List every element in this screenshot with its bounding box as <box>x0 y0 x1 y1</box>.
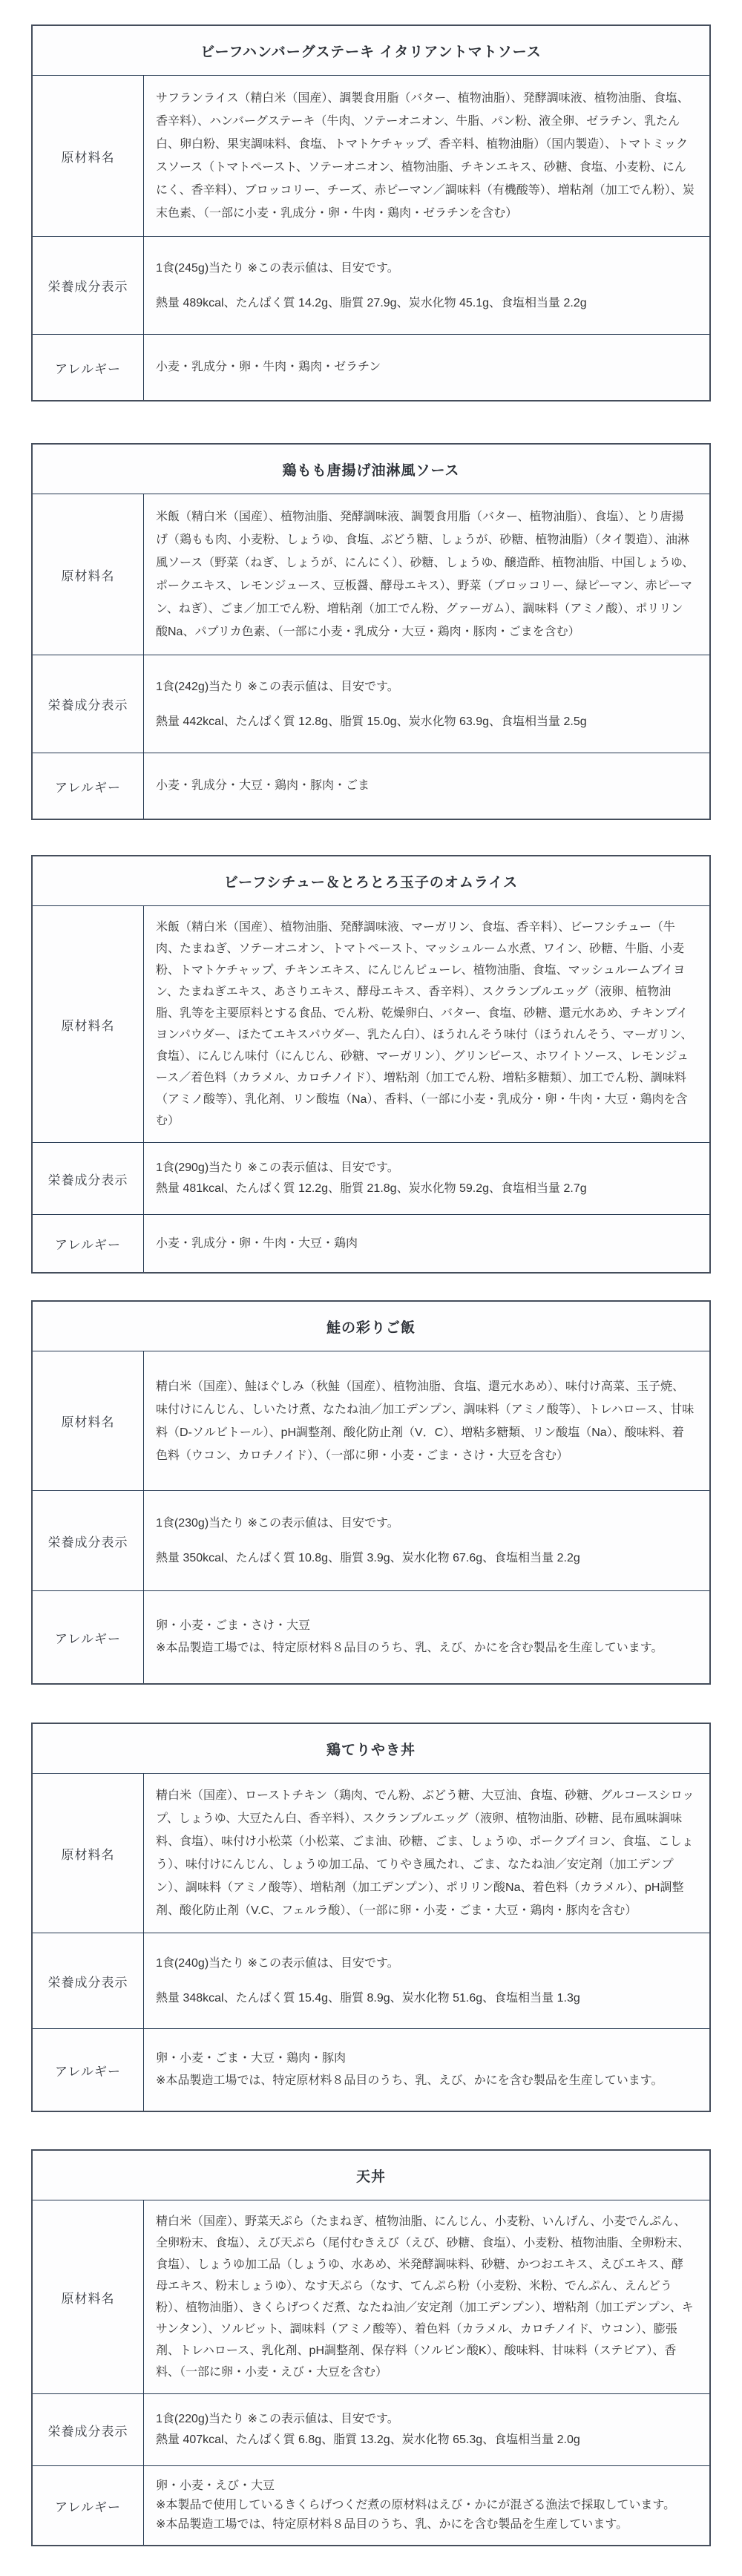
product-card-tendon <box>31 2149 711 2546</box>
nutrition-values: 熱量 348kcal、たんぱく質 15.4g、脂質 8.9g、炭水化物 51.6g、食塩相当量 1.3g <box>156 1992 580 2005</box>
allergy-label: アレルギー <box>33 2466 144 2545</box>
ingredients-text: 精白米（国産）、鮭ほぐしみ（秋鮭（国産）、植物油脂、食塩、還元水あめ）、味付け高菜、玉子焼、味付けにんじん、しいたけ煮、なたね油／加工デンプン、調味料（アミノ酸等）、トレハロース、甘味料（D-ソルビトール）、pH調整剤、酸化防止剤（V．C）、増粘多糖類、リン酸塩（Na）、酸味料、着色料（ウコン、カロチノイド）、（一部に卵・小麦・ごま・さけ・大豆を含む） <box>156 1380 695 1462</box>
nutrition-row <box>33 1933 709 2028</box>
ingredients-row <box>33 1773 709 1933</box>
product-card-omelet-rice <box>31 855 711 1274</box>
ingredients-text: サフランライス（精白米（国産）、調製食用脂（バター、植物油脂）、発酵調味液、植物油脂、食塩、香辛料）、ハンバーグステーキ（牛肉、ソテーオニオン、牛脂、パン粉、液全卵、ゼラチン、乳たん白、卵白粉、果実調味料、食塩、トマトケチャップ、香辛料、植物油脂）（国内製造）、トマトミックスソース（トマトペースト、ソテーオニオン、植物油脂、チキンエキス、砂糖、食塩、小麦粉、にんにく、香辛料）、ブロッコリー、チーズ、赤ピーマン／調味料（有機酸等）、増粘剤（加工でん粉）、炭末色素、（一部に小麦・乳成分・卵・牛肉・鶏肉・ゼラチンを含む） <box>156 92 695 220</box>
allergy-label: アレルギー <box>33 2029 144 2111</box>
nutrition-row <box>33 1490 709 1590</box>
ingredients-label: 原材料名 <box>33 1774 144 1933</box>
allergy-row <box>33 753 709 819</box>
nutrition-serving: 1食(240g)当たり ※この表示値は、目安です。 <box>156 1957 399 1970</box>
nutrition-value <box>144 655 709 753</box>
nutrition-value <box>144 2394 709 2465</box>
product-title: ビーフハンバーグステーキ イタリアントマトソース <box>200 44 542 60</box>
nutrition-label: 栄養成分表示 <box>33 1143 144 1214</box>
ingredients-row <box>33 905 709 1142</box>
product-title: ビーフシチュー＆とろとろ玉子のオムライス <box>223 874 519 891</box>
nutrition-value <box>144 1143 709 1214</box>
product-title: 鶏もも唐揚げ油淋風ソース <box>282 462 460 479</box>
nutrition-label: 栄養成分表示 <box>33 1933 144 2028</box>
product-card-beef-hamburg <box>31 24 711 402</box>
nutrition-serving: 1食(220g)当たり ※この表示値は、目安です。 <box>156 2413 399 2425</box>
product-card-karaage <box>31 443 711 820</box>
allergy-value <box>144 753 709 819</box>
product-card-salmon-rice <box>31 1300 711 1685</box>
nutrition-serving: 1食(290g)当たり ※この表示値は、目安です。 <box>156 1161 399 1174</box>
allergy-text: 卵・小麦・ごま・さけ・大豆 <box>156 1619 311 1632</box>
ingredients-value <box>144 2200 709 2393</box>
nutrition-value <box>144 1933 709 2028</box>
nutrition-values: 熱量 489kcal、たんぱく質 14.2g、脂質 27.9g、炭水化物 45.1g、食塩相当量 2.2g <box>156 296 587 309</box>
allergy-row <box>33 2028 709 2111</box>
nutrition-serving: 1食(242g)当たり ※この表示値は、目安です。 <box>156 680 399 693</box>
product-title-row <box>33 856 709 905</box>
ingredients-row <box>33 494 709 655</box>
allergy-text: 卵・小麦・えび・大豆 <box>156 2480 275 2492</box>
product-title-row <box>33 2151 709 2200</box>
product-title-row <box>33 26 709 75</box>
allergy-row <box>33 334 709 400</box>
ingredients-label: 原材料名 <box>33 1351 144 1490</box>
nutrition-label: 栄養成分表示 <box>33 1491 144 1590</box>
allergy-value <box>144 2466 709 2545</box>
ingredients-value <box>144 1774 709 1933</box>
product-title: 鶏てりやき丼 <box>326 1742 416 1758</box>
nutrition-label: 栄養成分表示 <box>33 655 144 753</box>
nutrition-values: 熱量 350kcal、たんぱく質 10.8g、脂質 3.9g、炭水化物 67.6g、食塩相当量 2.2g <box>156 1552 580 1564</box>
allergy-note: ※本製品で使用しているきくらげつくだ煮の原材料はえび・かにが混ざる漁法で採取しています。 <box>156 2499 676 2511</box>
ingredients-text: 精白米（国産）、ローストチキン（鶏肉、でん粉、ぶどう糖、大豆油、食塩、砂糖、グルコースシロップ、しょうゆ、大豆たん白、香辛料）、スクランブルエッグ（液卵、植物油脂、砂糖、昆布風味調味料、食塩）、味付け小松菜（小松菜、ごま油、砂糖、ごま、しょうゆ、ポークブイヨン、食塩、こしょう）、味付けにんじん、しょうゆ加工品、てりやき風たれ、ごま、なたね油／安定剤（加工デンプン）、調味料（アミノ酸等）、増粘剤（加工デンプン）、ポリリン酸Na、着色料（カラメル）、pH調整剤、酸化防止剤（V.C、フェルラ酸）、（一部に卵・小麦・ごま・大豆・鶏肉・豚肉を含む） <box>156 1789 695 1917</box>
nutrition-serving: 1食(245g)当たり ※この表示値は、目安です。 <box>156 261 399 275</box>
allergy-value <box>144 335 709 400</box>
allergy-label: アレルギー <box>33 1215 144 1272</box>
nutrition-row <box>33 2393 709 2465</box>
nutrition-row <box>33 236 709 334</box>
ingredients-text: 米飯（精白米（国産）、植物油脂、発酵調味液、マーガリン、食塩、香辛料）、ビーフシチュー（牛肉、たまねぎ、ソテーオニオン、トマトペースト、マッシュルーム水煮、ワイン、砂糖、牛脂、小麦粉、トマトケチャップ、チキンエキス、にんじんピューレ、植物油脂、食塩、マッシュルームブイヨン、たまねぎエキス、あさりエキス、酵母エキス、香辛料）、スクランブルエッグ（液卵、植物油脂、乳等を主要原料とする食品、でん粉、乾燥卵白、バター、食塩、砂糖、還元水あめ、チキンブイヨンパウダー、ほたてエキスパウダー、乳たん白）、ほうれんそう味付（ほうれんそう、マーガリン、食塩）、にんじん味付（にんじん、砂糖、マーガリン）、グリンピース、ホワイトソース、レモンジュース／着色料（カラメル、カロチノイド）、増粘剤（加工でん粉、増粘多糖類）、加工でん粉、調味料（アミノ酸等）、乳化剤、リン酸塩（Na）、香料、（一部に小麦・乳成分・卵・牛肉・大豆・鶏肉を含む） <box>156 921 693 1127</box>
nutrition-values: 熱量 481kcal、たんぱく質 12.2g、脂質 21.8g、炭水化物 59.2g、食塩相当量 2.7g <box>156 1182 587 1195</box>
ingredients-value <box>144 76 709 236</box>
nutrition-value <box>144 1491 709 1590</box>
allergy-text: 卵・小麦・ごま・大豆・鶏肉・豚肉 <box>156 2052 347 2065</box>
allergy-label: アレルギー <box>33 1591 144 1683</box>
allergy-note: ※本品製造工場では、特定原材料８品目のうち、乳、えび、かにを含む製品を生産しています。 <box>156 1642 663 1654</box>
nutrition-row <box>33 655 709 753</box>
nutrition-label: 栄養成分表示 <box>33 237 144 334</box>
nutrition-values: 熱量 407kcal、たんぱく質 6.8g、脂質 13.2g、炭水化物 65.3g、食塩相当量 2.0g <box>156 2434 580 2446</box>
ingredients-value <box>144 494 709 655</box>
nutrition-values: 熱量 442kcal、たんぱく質 12.8g、脂質 15.0g、炭水化物 63.9g、食塩相当量 2.5g <box>156 715 587 728</box>
nutrition-value <box>144 237 709 334</box>
allergy-value <box>144 1591 709 1683</box>
ingredients-value <box>144 1351 709 1490</box>
product-card-teriyaki-don <box>31 1723 711 2112</box>
ingredients-label: 原材料名 <box>33 76 144 236</box>
allergy-row <box>33 1214 709 1272</box>
product-title: 天丼 <box>355 2169 386 2185</box>
allergy-text: 小麦・乳成分・卵・牛肉・鶏肉・ゼラチン <box>156 361 381 373</box>
ingredients-row <box>33 1351 709 1490</box>
product-title-row <box>33 445 709 494</box>
ingredients-label: 原材料名 <box>33 906 144 1142</box>
allergy-label: アレルギー <box>33 753 144 819</box>
allergy-note: ※本品製造工場では、特定原材料８品目のうち、乳、かにを含む製品を生産しています。 <box>156 2518 628 2531</box>
allergy-row <box>33 1590 709 1683</box>
ingredients-text: 精白米（国産）、野菜天ぷら（たまねぎ、植物油脂、にんじん、小麦粉、いんげん、小麦でんぷん、全卵粉末、食塩）、えび天ぷら（尾付むきえび（えび、砂糖、食塩）、小麦粉、植物油脂、全卵粉末、食塩）、しょうゆ加工品（しょうゆ、水あめ、米発酵調味料、砂糖、かつおエキス、えびエキス、酵母エキス、粉末しょうゆ）、なす天ぷら（なす、てんぷら粉（小麦粉、米粉、でんぷん、えんどう粉）、植物油脂）、きくらげつくだ煮、なたね油／安定剤（加工デンプン）、増粘剤（加工デンプン、キサンタン）、ソルビット、調味料（アミノ酸等）、着色料（カラメル、カロチノイド、ウコン）、膨張剤、トレハロース、乳化剤、pH調整剤、保存料（ソルビン酸K）、酸味料、甘味料（ステビア）、香料、（一部に卵・小麦・えび・大豆を含む） <box>156 2215 694 2379</box>
allergy-value <box>144 1215 709 1272</box>
product-title: 鮭の彩りご飯 <box>326 1320 416 1336</box>
allergy-text: 小麦・乳成分・卵・牛肉・大豆・鶏肉 <box>156 1236 358 1250</box>
ingredients-label: 原材料名 <box>33 494 144 655</box>
nutrition-serving: 1食(230g)当たり ※この表示値は、目安です。 <box>156 1517 399 1530</box>
ingredients-label: 原材料名 <box>33 2200 144 2393</box>
product-title-row <box>33 1724 709 1773</box>
product-title-row <box>33 1302 709 1351</box>
ingredients-text: 米飯（精白米（国産）、植物油脂、発酵調味液、調製食用脂（バター、植物油脂）、食塩）、とり唐揚げ（鶏もも肉、小麦粉、しょうゆ、食塩、ぶどう糖、しょうが、砂糖、植物油脂）（タイ製造）、油淋風ソース（野菜（ねぎ、しょうが、にんにく）、砂糖、しょうゆ、醸造酢、植物油脂、中国しょうゆ、ポークエキス、レモンジュース、豆板醤、酵母エキス）、野菜（ブロッコリー、緑ピーマン、赤ピーマン、ねぎ）、ごま／加工でん粉、増粘剤（加工でん粉、グァーガム）、調味料（アミノ酸）、ポリリン酸Na、パプリカ色素、（一部に小麦・乳成分・大豆・鶏肉・豚肉・ごまを含む） <box>156 511 695 638</box>
allergy-value <box>144 2029 709 2111</box>
allergy-row <box>33 2465 709 2545</box>
nutrition-row <box>33 1142 709 1214</box>
allergy-note: ※本品製造工場では、特定原材料８品目のうち、乳、えび、かにを含む製品を生産しています。 <box>156 2074 663 2087</box>
ingredients-value <box>144 906 709 1142</box>
allergy-text: 小麦・乳成分・大豆・鶏肉・豚肉・ごま <box>156 779 370 792</box>
ingredients-row <box>33 75 709 236</box>
nutrition-label: 栄養成分表示 <box>33 2394 144 2465</box>
ingredients-row <box>33 2200 709 2393</box>
allergy-label: アレルギー <box>33 335 144 400</box>
